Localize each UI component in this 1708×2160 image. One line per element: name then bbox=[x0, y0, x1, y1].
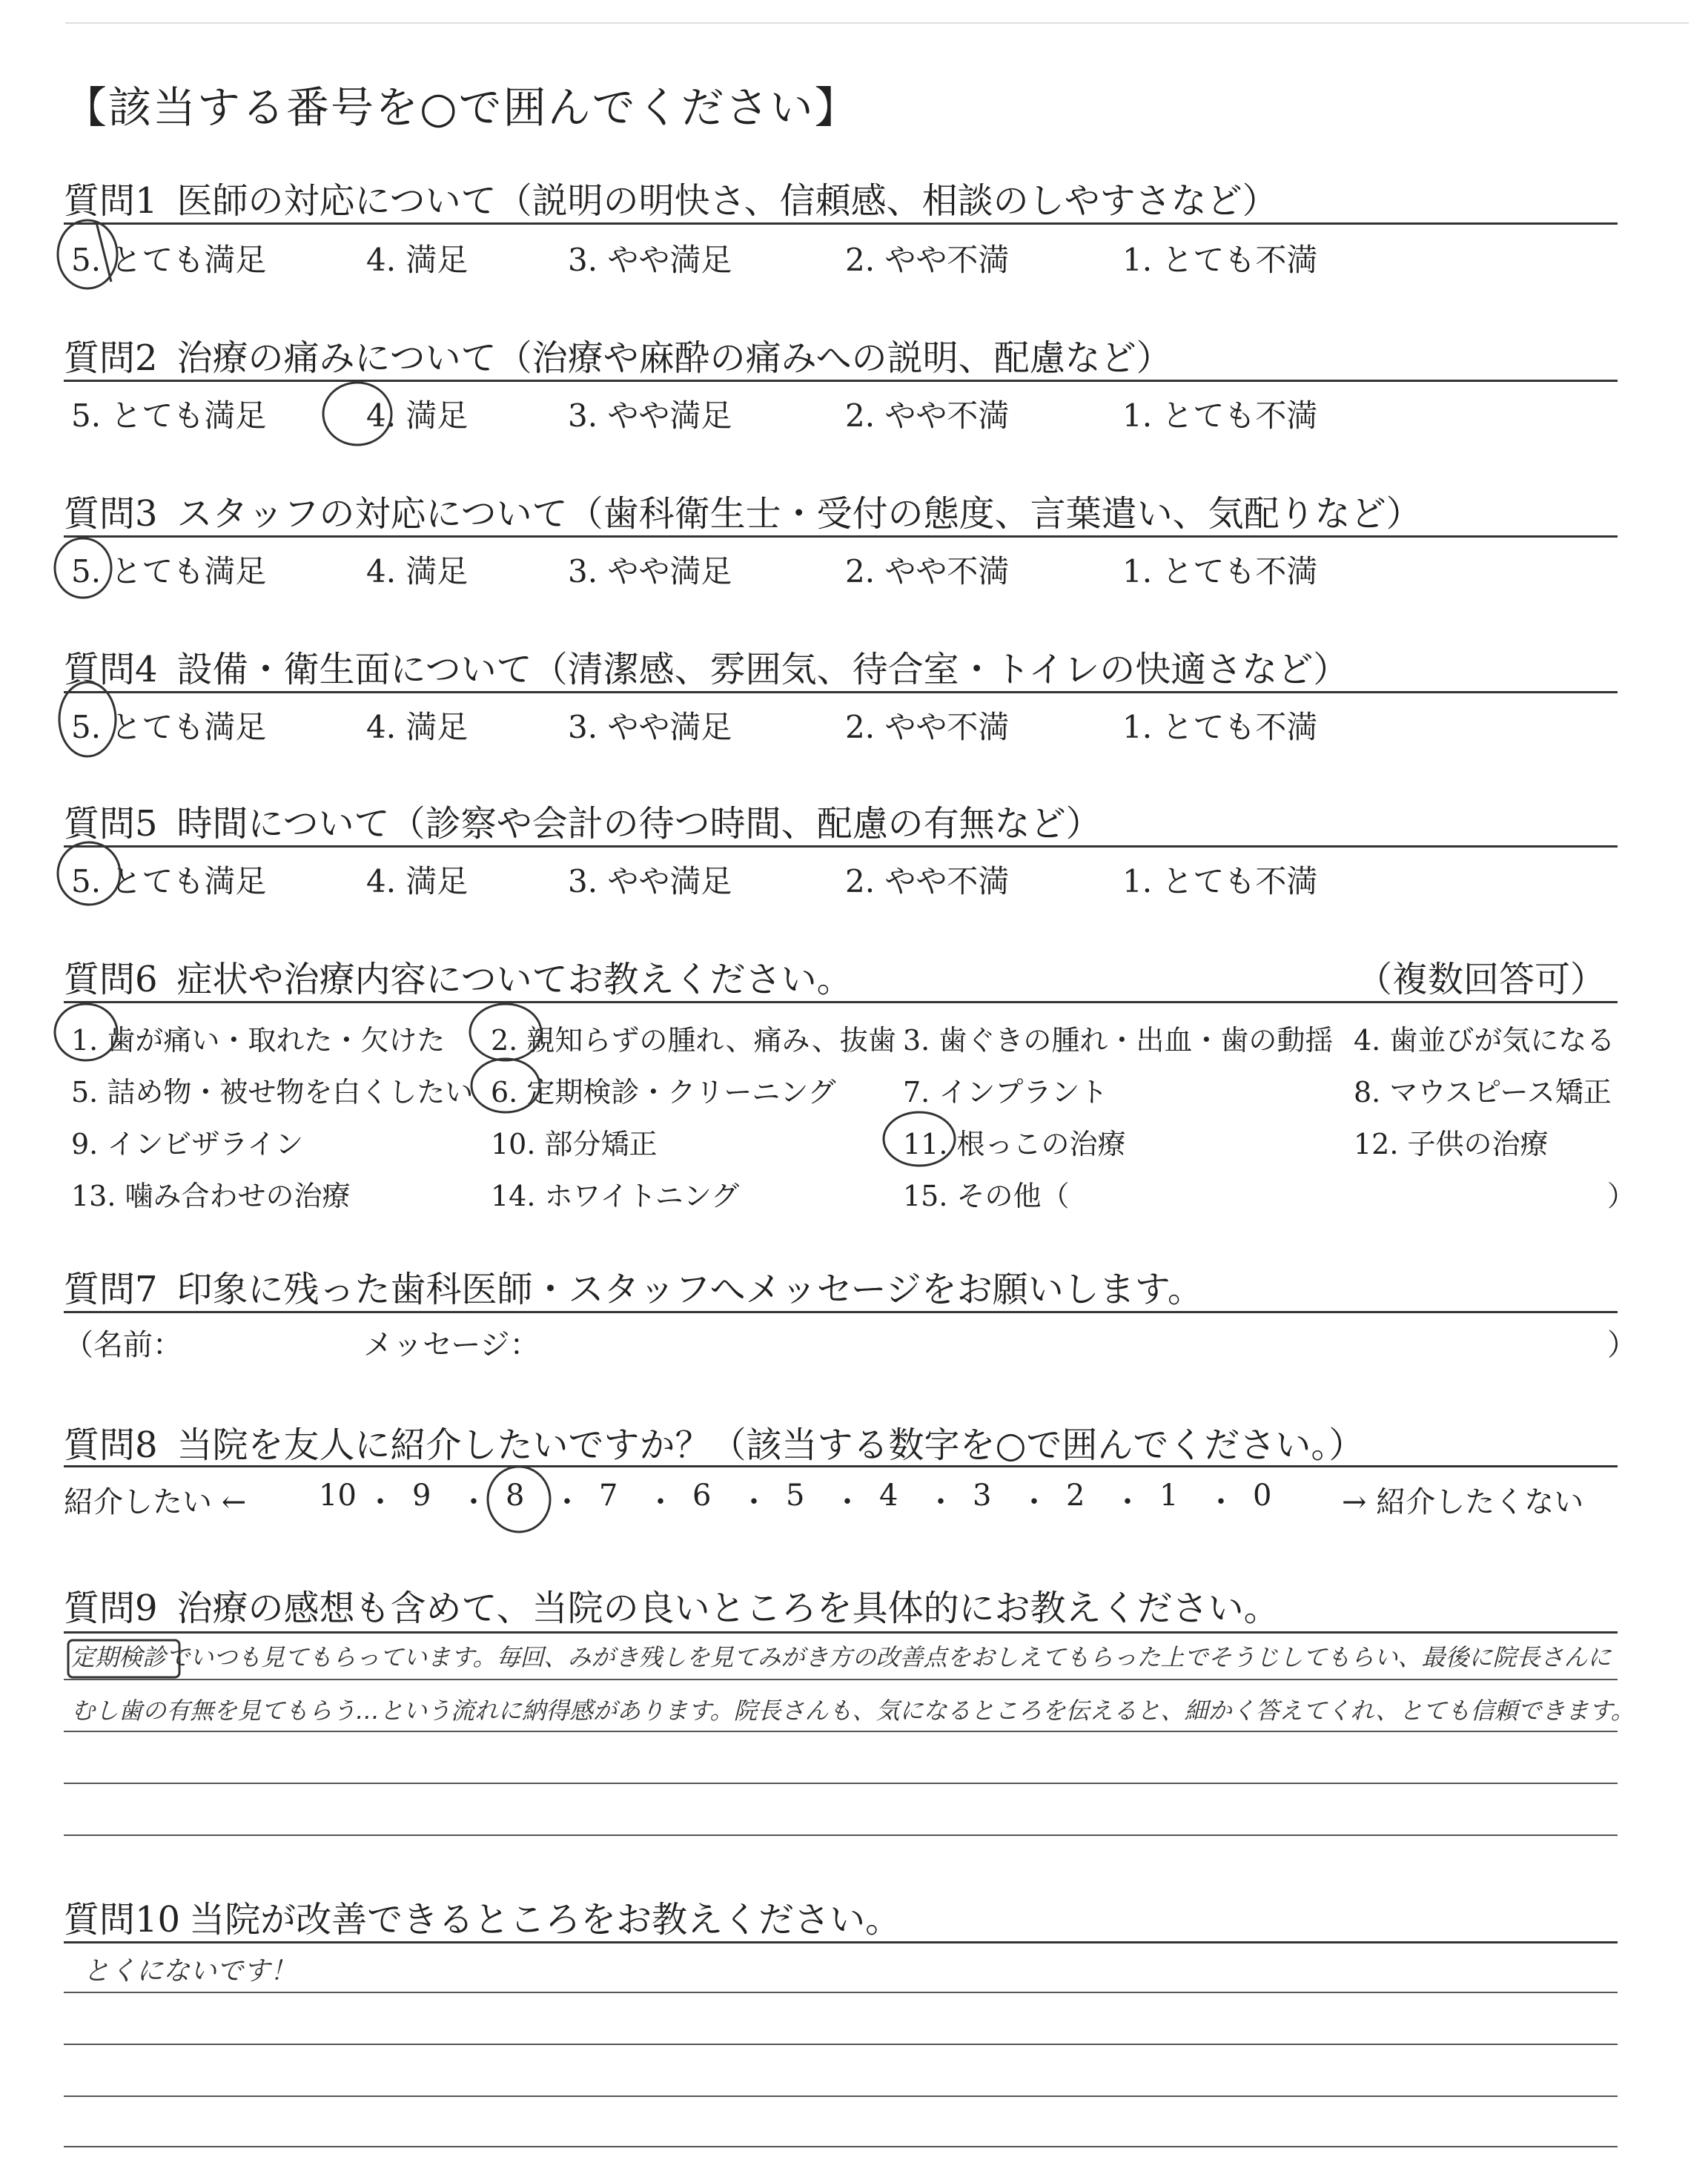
q8-scale-10[interactable]: 10 bbox=[319, 1479, 357, 1513]
q2-option-3[interactable]: 3. やや満足 bbox=[568, 397, 732, 434]
q9-rule-4 bbox=[64, 1783, 1618, 1784]
q1-option-4[interactable]: 4. 満足 bbox=[366, 242, 469, 278]
q8-scale-separator: ・ bbox=[833, 1485, 862, 1519]
q8-scale-1[interactable]: 1 bbox=[1159, 1479, 1179, 1513]
q6-multiple-answers-note: （複数回答可） bbox=[1357, 959, 1606, 1000]
q8-scale-separator: ・ bbox=[1206, 1485, 1236, 1519]
q3-number: 質問3 bbox=[64, 493, 158, 535]
q9-answer-line-2: むし歯の有無を見てもらう…という流れに納得感があります。院長さんも、気になるところを伝えると、細かく答えてくれ、とても信頼できます。 bbox=[71, 1697, 1635, 1725]
q4-title bbox=[64, 641, 1348, 692]
q7-text: 印象に残った歯科医師・スタッフへメッセージをお願いします。 bbox=[176, 1269, 1203, 1310]
q4-option-5[interactable]: 5. とても満足 bbox=[71, 709, 267, 745]
q4-option-3[interactable]: 3. やや満足 bbox=[568, 709, 732, 745]
q8-scale-6[interactable]: 6 bbox=[692, 1479, 712, 1513]
q10-rule-4 bbox=[64, 2095, 1618, 2097]
q3-option-3[interactable]: 3. やや満足 bbox=[568, 553, 732, 589]
q8-scale-separator: ・ bbox=[926, 1485, 956, 1519]
q6-item-6[interactable]: 6. 定期検診・クリーニング bbox=[491, 1076, 836, 1109]
q10-rule-5 bbox=[64, 2146, 1618, 2147]
q6-item-8[interactable]: 8. マウスピース矯正 bbox=[1354, 1076, 1612, 1109]
q8-scale-2[interactable]: 2 bbox=[1066, 1479, 1085, 1513]
q9-rule-5 bbox=[64, 1834, 1618, 1836]
q6-item-15[interactable]: 15. その他（ bbox=[903, 1180, 1070, 1212]
q6-item-7[interactable]: 7. インプラント bbox=[903, 1076, 1108, 1109]
q2-number: 質問2 bbox=[64, 337, 158, 379]
q6-text: 症状や治療内容についてお教えください。 bbox=[176, 959, 853, 1000]
q9-text: 治療の感想も含めて、当院の良いところを具体的にお教えください。 bbox=[176, 1588, 1280, 1629]
q8-scale-9[interactable]: 9 bbox=[412, 1479, 431, 1513]
q4-option-2[interactable]: 2. やや不満 bbox=[845, 709, 1010, 745]
q3-rule bbox=[64, 535, 1618, 538]
q7-title bbox=[64, 1261, 1203, 1312]
q8-scale-3[interactable]: 3 bbox=[973, 1479, 992, 1513]
instruction-header: 【該当する番号を○で囲んでください】 bbox=[64, 82, 859, 133]
q8-title bbox=[64, 1416, 1364, 1467]
q2-title bbox=[64, 329, 1172, 380]
q1-option-1[interactable]: 1. とても不満 bbox=[1122, 242, 1318, 278]
q8-scale-8[interactable]: 8 bbox=[506, 1479, 525, 1513]
q6-number: 質問6 bbox=[64, 959, 158, 1000]
q6-rule bbox=[64, 1001, 1618, 1003]
q1-title bbox=[64, 172, 1278, 223]
q2-option-5[interactable]: 5. とても満足 bbox=[71, 397, 267, 434]
q3-title bbox=[64, 485, 1422, 536]
q8-rule bbox=[64, 1465, 1618, 1467]
q8-scale-separator: ・ bbox=[1019, 1485, 1049, 1519]
q8-scale-5[interactable]: 5 bbox=[786, 1479, 805, 1513]
q9-rule-1 bbox=[64, 1631, 1618, 1634]
q6-item-2[interactable]: 2. 親知らずの腫れ、痛み、抜歯 bbox=[491, 1024, 896, 1057]
q5-option-2[interactable]: 2. やや不満 bbox=[845, 863, 1010, 899]
q2-rule bbox=[64, 380, 1618, 382]
q8-scale-separator: ・ bbox=[365, 1485, 395, 1519]
q10-rule-2 bbox=[64, 1992, 1618, 1993]
q10-title bbox=[64, 1891, 901, 1942]
q2-option-1[interactable]: 1. とても不満 bbox=[1122, 397, 1318, 434]
q1-option-2[interactable]: 2. やや不満 bbox=[845, 242, 1010, 278]
q5-title bbox=[64, 795, 1102, 846]
q7-name-label: （名前： bbox=[64, 1328, 182, 1362]
q5-option-1[interactable]: 1. とても不満 bbox=[1122, 863, 1318, 899]
q3-option-5[interactable]: 5. とても満足 bbox=[71, 553, 267, 589]
q2-option-2[interactable]: 2. やや不満 bbox=[845, 397, 1010, 434]
q4-rule bbox=[64, 691, 1618, 693]
q9-answer-line-1: 定期検診でいつも見てもらっています。毎回、みがき残しを見てみがき方の改善点をおしえてもらった上でそうじしてもらい、最後に院長さんに bbox=[71, 1643, 1612, 1671]
q2-text: 治療の痛みについて（治療や麻酔の痛みへの説明、配慮など） bbox=[176, 337, 1172, 379]
q8-scale-separator: ・ bbox=[459, 1485, 489, 1519]
q8-scale-7[interactable]: 7 bbox=[599, 1479, 618, 1513]
q5-option-3[interactable]: 3. やや満足 bbox=[568, 863, 732, 899]
q8-scale-4[interactable]: 4 bbox=[879, 1479, 898, 1513]
q5-option-5[interactable]: 5. とても満足 bbox=[71, 863, 267, 899]
q1-rule bbox=[64, 222, 1618, 225]
q7-message-label: メッセージ： bbox=[363, 1328, 540, 1362]
q10-rule-1 bbox=[64, 1941, 1618, 1943]
q6-item-14[interactable]: 14. ホワイトニング bbox=[491, 1180, 740, 1212]
q7-number: 質問7 bbox=[64, 1269, 158, 1310]
q8-scale-separator: ・ bbox=[552, 1485, 582, 1519]
q6-item-1[interactable]: 1. 歯が痛い・取れた・欠けた bbox=[71, 1024, 446, 1057]
q5-number: 質問5 bbox=[64, 803, 158, 845]
q8-scale-separator: ・ bbox=[1113, 1485, 1142, 1519]
q6-item-13[interactable]: 13. 噛み合わせの治療 bbox=[71, 1180, 351, 1212]
scan-top-edge bbox=[65, 22, 1689, 24]
q1-text: 医師の対応について（説明の明快さ、信頼感、相談のしやすさなど） bbox=[176, 180, 1278, 222]
q5-text: 時間について（診察や会計の待つ時間、配慮の有無など） bbox=[176, 803, 1102, 845]
q6-item-10[interactable]: 10. 部分矯正 bbox=[491, 1128, 658, 1160]
q5-option-4[interactable]: 4. 満足 bbox=[366, 863, 469, 899]
q3-option-4[interactable]: 4. 満足 bbox=[366, 553, 469, 589]
q9-rule-2 bbox=[64, 1679, 1618, 1680]
q4-text: 設備・衛生面について（清潔感、雰囲気、待合室・トイレの快適さなど） bbox=[176, 649, 1349, 690]
q9-number: 質問9 bbox=[64, 1588, 158, 1629]
q10-text: 当院が改善できるところをお教えください。 bbox=[189, 1899, 901, 1941]
q6-item-5[interactable]: 5. 詰め物・被せ物を白くしたい bbox=[71, 1076, 474, 1109]
q6-title bbox=[64, 951, 853, 1002]
q8-scale-0[interactable]: 0 bbox=[1253, 1479, 1272, 1513]
q1-option-5[interactable]: 5. とても満足 bbox=[71, 242, 267, 278]
q8-scale-separator: ・ bbox=[646, 1485, 675, 1519]
q10-number: 質問10 bbox=[64, 1899, 181, 1941]
q7-close-paren: ） bbox=[1607, 1328, 1637, 1362]
q6-item-11[interactable]: 11. 根っこの治療 bbox=[903, 1128, 1126, 1160]
q6-item-4[interactable]: 4. 歯並びが気になる bbox=[1354, 1024, 1615, 1057]
q8-text: 当院を友人に紹介したいですか？（該当する数字を○で囲んでください。） bbox=[176, 1424, 1365, 1466]
q10-answer: とくにないです！ bbox=[83, 1956, 297, 1986]
q4-option-4[interactable]: 4. 満足 bbox=[366, 709, 469, 745]
q6-other-close-paren: ） bbox=[1607, 1180, 1636, 1212]
q9-rule-3 bbox=[64, 1731, 1618, 1732]
q4-option-1[interactable]: 1. とても不満 bbox=[1122, 709, 1318, 745]
q8-left-label: 紹介したい ← bbox=[64, 1485, 247, 1519]
q8-number: 質問8 bbox=[64, 1424, 158, 1466]
q3-option-1[interactable]: 1. とても不満 bbox=[1122, 553, 1318, 589]
q6-item-9[interactable]: 9. インビザライン bbox=[71, 1128, 304, 1160]
q4-number: 質問4 bbox=[64, 649, 158, 690]
q10-rule-3 bbox=[64, 2044, 1618, 2045]
q1-option-3[interactable]: 3. やや満足 bbox=[568, 242, 732, 278]
q6-item-3[interactable]: 3. 歯ぐきの腫れ・出血・歯の動揺 bbox=[903, 1024, 1334, 1057]
q3-option-2[interactable]: 2. やや不満 bbox=[845, 553, 1010, 589]
q7-rule bbox=[64, 1311, 1618, 1313]
q6-item-12[interactable]: 12. 子供の治療 bbox=[1354, 1128, 1549, 1160]
q8-scale-separator: ・ bbox=[739, 1485, 769, 1519]
q3-text: スタッフの対応について（歯科衛生士・受付の態度、言葉遣い、気配りなど） bbox=[176, 493, 1422, 535]
q8-right-label: → 紹介したくない bbox=[1342, 1485, 1584, 1519]
q2-option-4[interactable]: 4. 満足 bbox=[366, 397, 469, 434]
q9-title bbox=[64, 1579, 1280, 1631]
q1-number: 質問1 bbox=[64, 180, 158, 222]
q5-rule bbox=[64, 845, 1618, 848]
